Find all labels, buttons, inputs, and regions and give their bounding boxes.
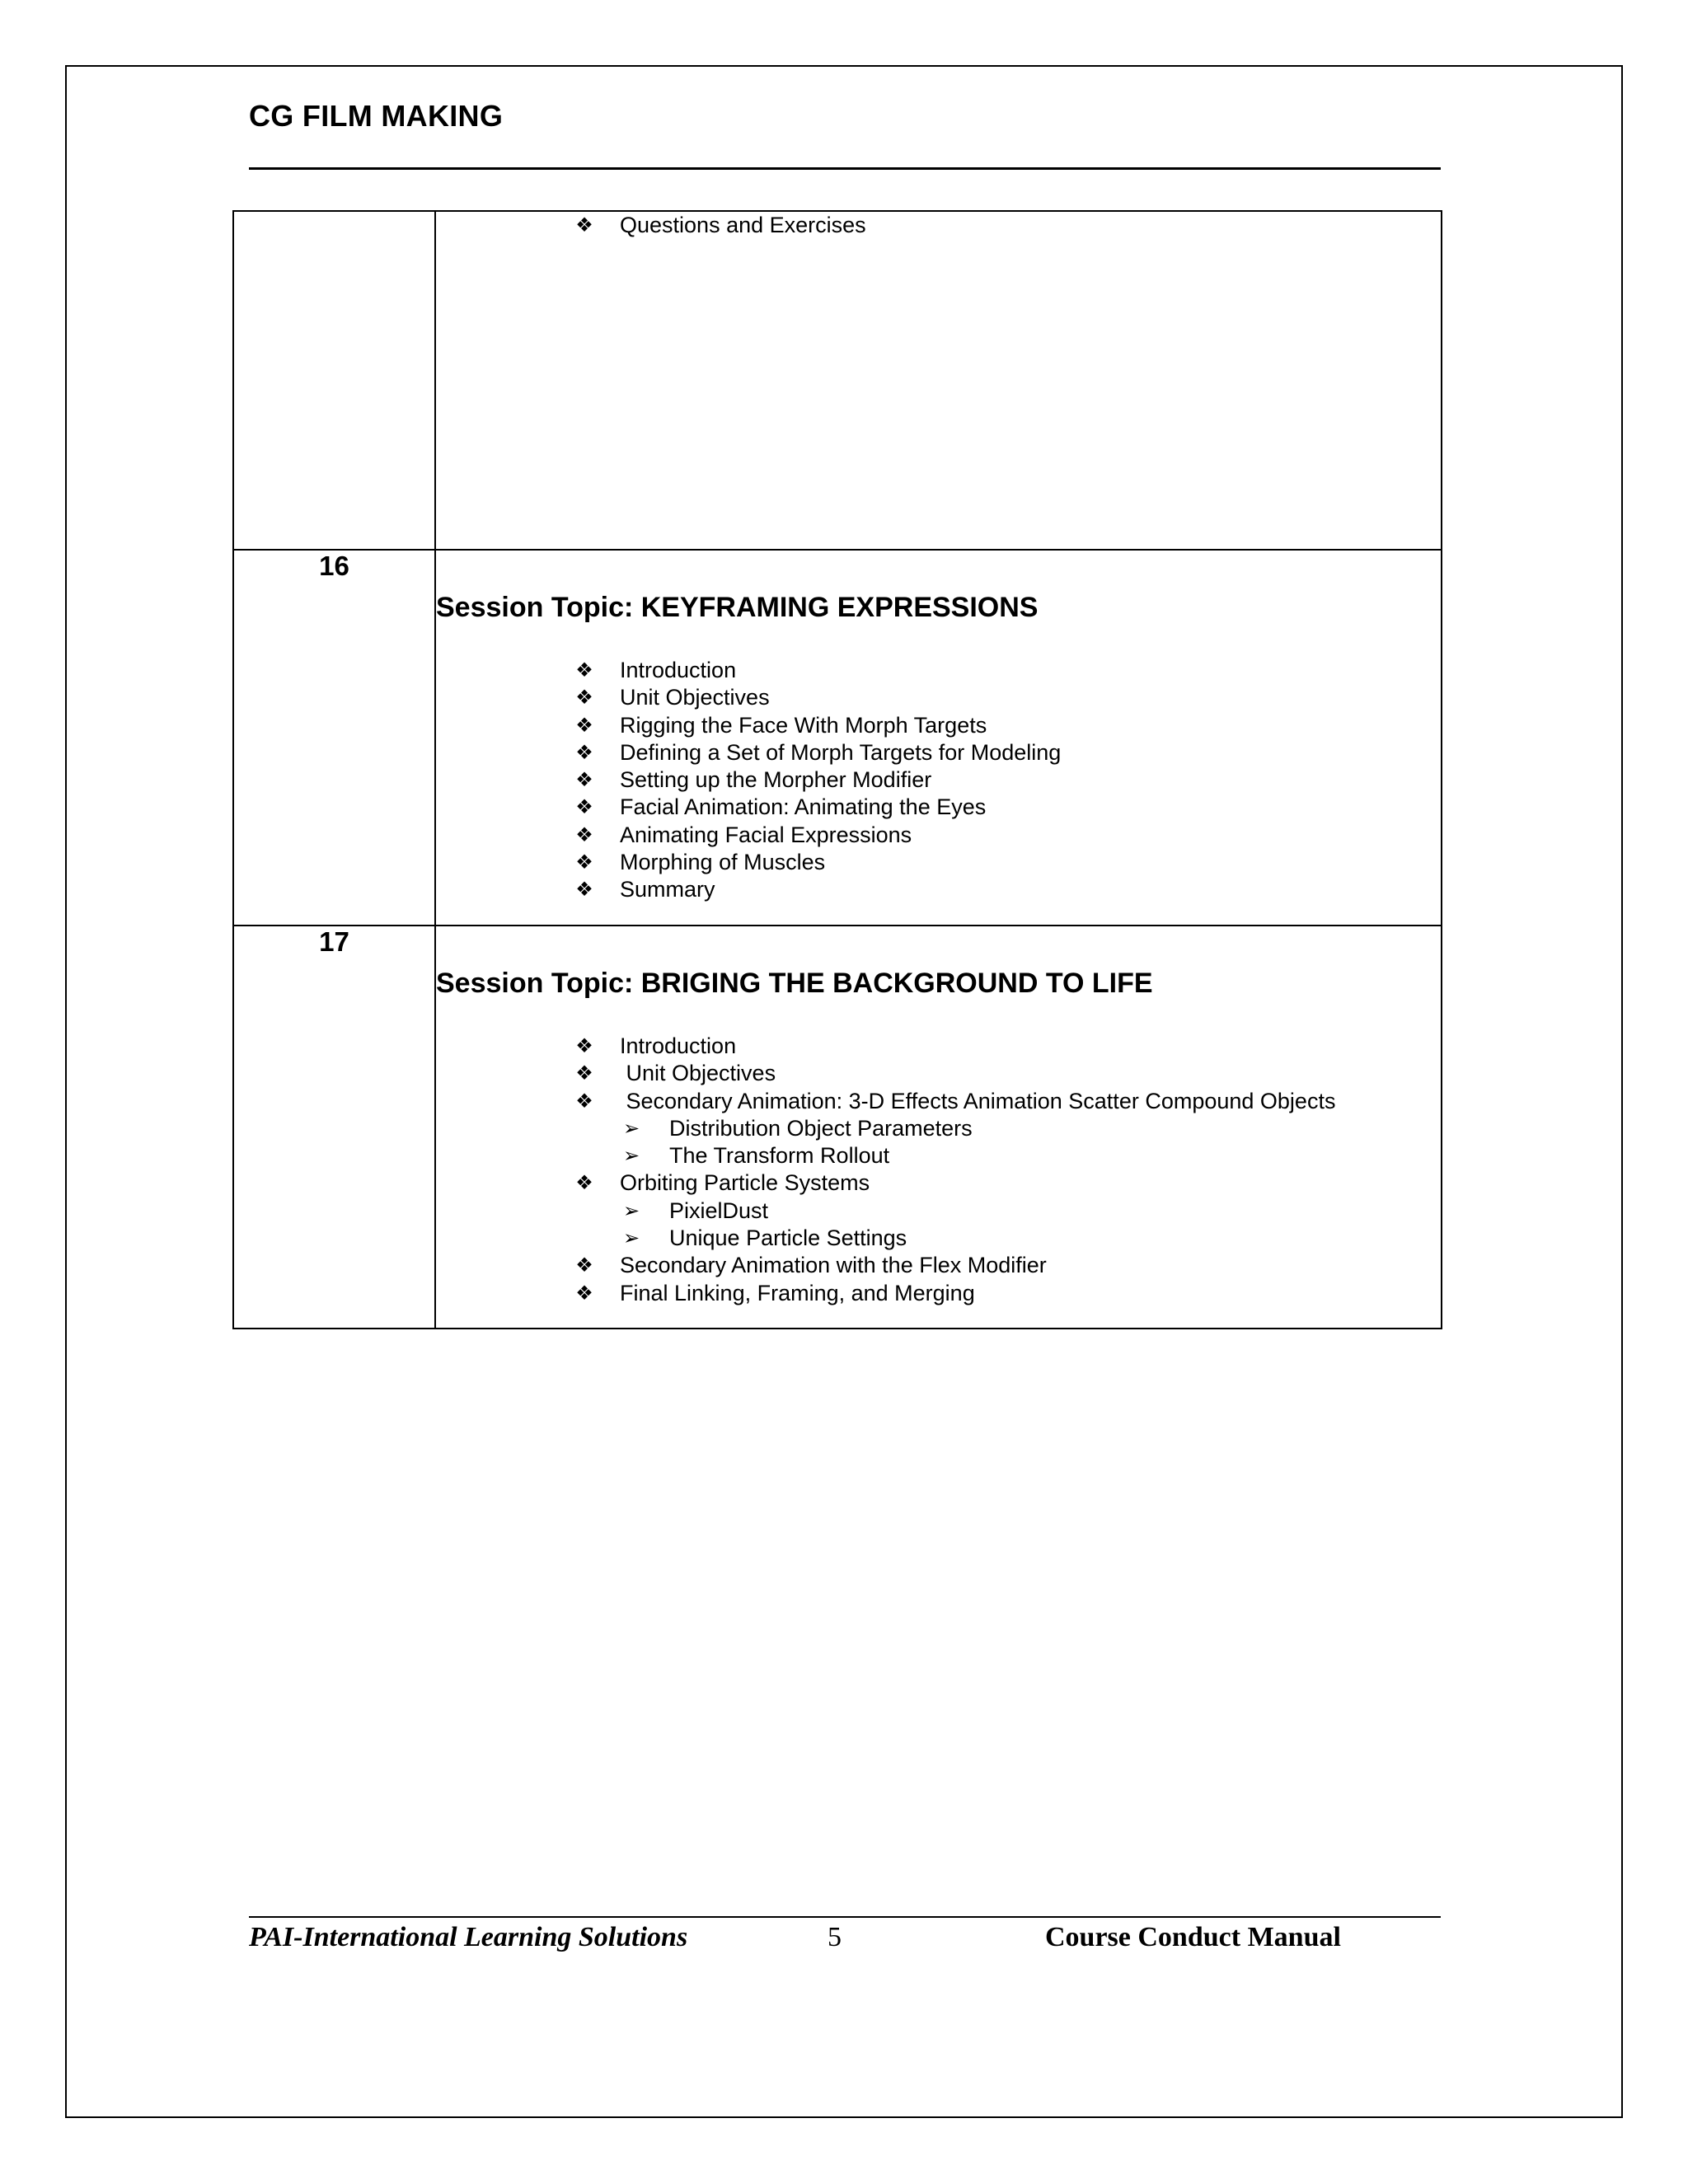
list-item-text: Unique Particle Settings [669,1226,907,1251]
topic-list [436,1033,1441,1307]
diamond-bullet-icon: ❖ [575,823,593,846]
list-item [436,712,1441,739]
list-item-text: Animating Facial Expressions [620,822,912,847]
list-item-text: Unit Objectives [620,685,770,710]
list-item [436,1197,1441,1225]
session-number: 17 [233,926,435,1329]
arrow-bullet-icon: ➢ [622,1145,640,1168]
list-item [436,1280,1441,1307]
footer-organization: PAI-International Learning Solutions [249,1922,688,1952]
list-item-text: Unit Objectives [620,1061,776,1086]
topic-list [436,212,1441,239]
page-header-title: CG FILM MAKING [249,99,504,133]
list-item-text: Final Linking, Framing, and Merging [620,1280,975,1305]
diamond-bullet-icon: ❖ [575,879,593,902]
header-divider [249,167,1441,170]
list-item [436,657,1441,684]
list-item-text: Morphing of Muscles [620,850,826,875]
list-item [436,794,1441,821]
list-item-text: PixielDust [669,1197,769,1223]
session-number-cell [233,211,435,550]
diamond-bullet-icon: ❖ [575,1282,593,1305]
session-content-cell [435,550,1442,926]
list-item-text: Introduction [620,658,737,682]
diamond-bullet-icon: ❖ [575,1172,593,1195]
list-item [436,876,1441,903]
list-item-text: Secondary Animation with the Flex Modifier [620,1253,1047,1278]
session-content-cell [435,211,1442,550]
list-item [436,739,1441,766]
list-item-text: Setting up the Morpher Modifier [620,767,932,793]
diamond-bullet-icon: ❖ [575,769,593,792]
arrow-bullet-icon: ➢ [622,1227,640,1250]
session-table [232,210,1442,1329]
diamond-bullet-icon: ❖ [575,714,593,737]
list-item-text: Orbiting Particle Systems [620,1170,870,1196]
list-item-text: Rigging the Face With Morph Targets [620,712,987,738]
list-item [436,1225,1441,1252]
diamond-bullet-icon: ❖ [575,851,593,874]
list-item-text: Defining a Set of Morph Targets for Modeling [620,739,1062,765]
topic-list [436,657,1441,904]
footer-divider [249,1916,1441,1918]
list-item-text: Introduction [620,1033,737,1058]
list-item-text: Summary [620,877,715,902]
list-item [436,766,1441,794]
list-item [436,212,1441,239]
list-item [436,1115,1441,1142]
session-number: 16 [233,550,435,926]
footer-document-title: Course Conduct Manual [1045,1922,1341,1952]
diamond-bullet-icon: ❖ [575,214,593,237]
list-item [436,822,1441,849]
diamond-bullet-icon: ❖ [575,1035,593,1057]
table-row [233,211,1442,550]
list-item-text: Facial Animation: Animating the Eyes [620,794,987,820]
list-item-text: Questions and Exercises [620,213,866,237]
list-item [436,1142,1441,1169]
diamond-bullet-icon: ❖ [575,741,593,764]
diamond-bullet-icon: ❖ [575,687,593,710]
diamond-bullet-icon: ❖ [575,1254,593,1277]
list-item [436,1252,1441,1279]
page-number: 5 [828,1922,842,1952]
list-item [436,1033,1441,1060]
arrow-bullet-icon: ➢ [622,1117,640,1140]
session-topic-heading: Session Topic: BRIGING THE BACKGROUND TO LIFE [436,968,1153,999]
table-row [233,550,1442,926]
table-row [233,926,1442,1329]
list-item [436,1060,1441,1087]
list-item-text: The Transform Rollout [669,1143,890,1169]
list-item-text: Secondary Animation: 3-D Effects Animation Scatter Compound Objects [620,1088,1336,1113]
list-item [436,1169,1441,1197]
list-item [436,849,1441,876]
list-item [436,684,1441,711]
diamond-bullet-icon: ❖ [575,659,593,682]
arrow-bullet-icon: ➢ [622,1199,640,1222]
list-item [436,1088,1441,1115]
session-content-cell [435,926,1442,1329]
session-topic-heading: Session Topic: KEYFRAMING EXPRESSIONS [436,592,1039,623]
list-item-text: Distribution Object Parameters [669,1115,973,1141]
diamond-bullet-icon: ❖ [575,796,593,819]
diamond-bullet-icon: ❖ [575,1062,593,1085]
diamond-bullet-icon: ❖ [575,1090,593,1113]
